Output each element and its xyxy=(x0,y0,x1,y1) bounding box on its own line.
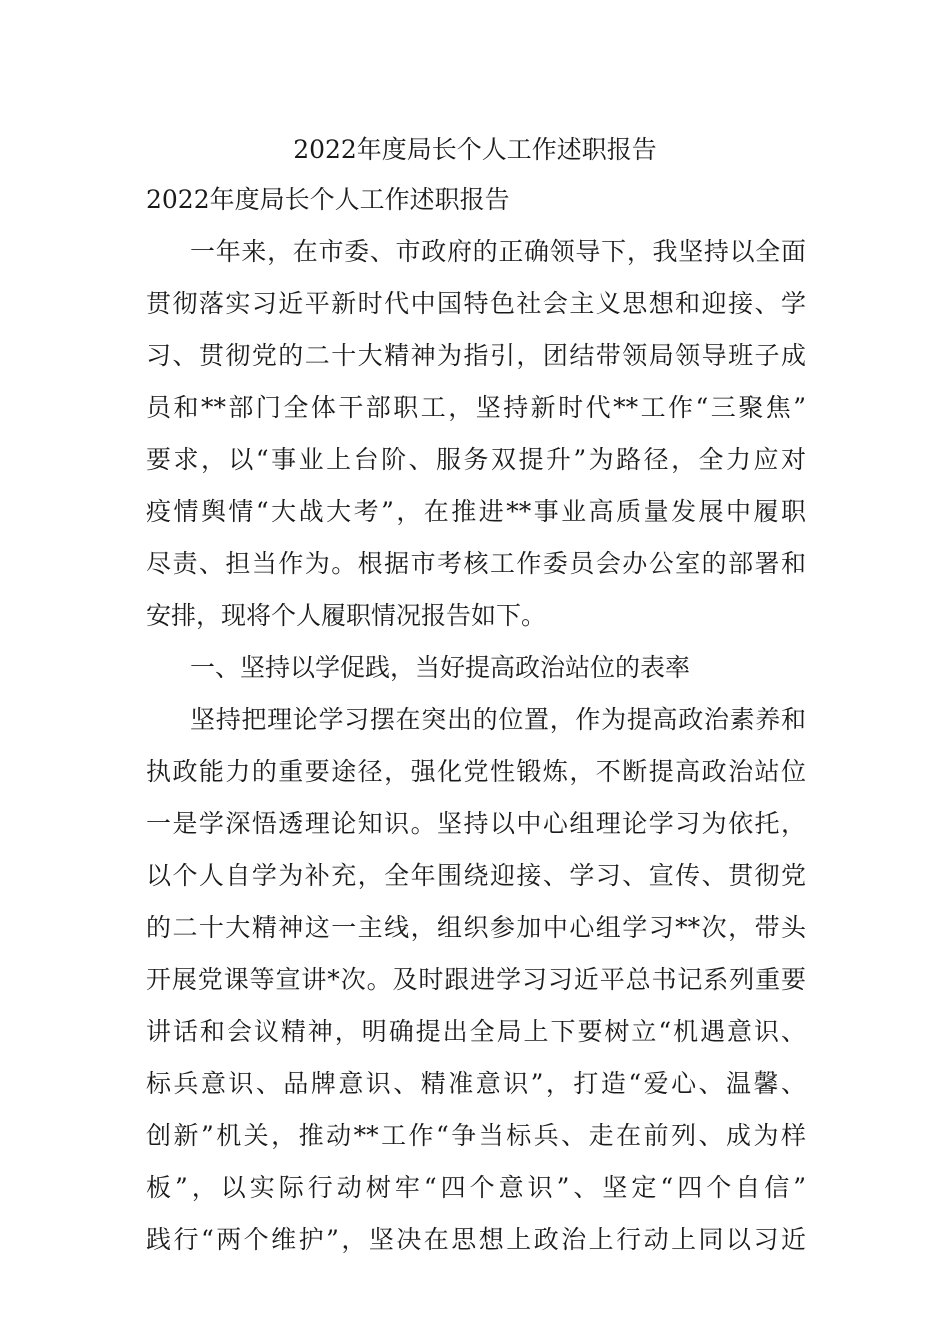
paragraph-line: 坚持把理论学习摆在突出的位置，作为提高政治素养和 xyxy=(190,705,806,734)
paragraph-line: 疫情舆情“大战大考”，在推进**事业高质量发展中履职 xyxy=(146,497,806,526)
paragraph-line: 开展党课等宣讲*次。及时跟进学习习近平总书记系列重要 xyxy=(146,965,806,994)
paragraph-line: 的二十大精神这一主线，组织参加中心组学习**次，带头 xyxy=(146,913,806,942)
paragraph-line: 要求，以“事业上台阶、服务双提升”为路径，全力应对 xyxy=(146,445,806,474)
document-subtitle: 2022年度局长个人工作述职报告 xyxy=(146,185,510,214)
paragraph-line: 安排，现将个人履职情况报告如下。 xyxy=(146,601,547,630)
paragraph-line: 员和**部门全体干部职工，坚持新时代**工作“三聚焦” xyxy=(146,393,806,422)
paragraph-line: 创新”机关，推动**工作“争当标兵、走在前列、成为样 xyxy=(146,1121,806,1150)
paragraph-line: 板”，以实际行动树牢“四个意识”、坚定“四个自信” xyxy=(146,1173,806,1202)
document-body xyxy=(146,178,806,1270)
paragraph-line: 尽责、担当作为。根据市考核工作委员会办公室的部署和 xyxy=(146,549,806,578)
paragraph-line: 讲话和会议精神，明确提出全局上下要树立“机遇意识、 xyxy=(146,1017,806,1046)
paragraph-line: 以个人自学为补充，全年围绕迎接、学习、宣传、贯彻党 xyxy=(146,861,806,890)
paragraph-line: 一、坚持以学促践，当好提高政治站位的表率 xyxy=(190,653,691,682)
paragraph-line: 践行“两个维护”，坚决在思想上政治上行动上同以习近 xyxy=(146,1225,806,1254)
paragraph-line: 一是学深悟透理论知识。坚持以中心组理论学习为依托， xyxy=(146,809,806,838)
paragraph-line: 贯彻落实习近平新时代中国特色社会主义思想和迎接、学 xyxy=(146,289,806,318)
paragraph-line: 习、贯彻党的二十大精神为指引，团结带领局领导班子成 xyxy=(146,341,806,370)
paragraph-line: 执政能力的重要途径，强化党性锻炼，不断提高政治站位 xyxy=(146,757,806,786)
paragraph-line: 标兵意识、品牌意识、精准意识”，打造“爱心、温馨、 xyxy=(146,1069,806,1098)
document-title: 2022年度局长个人工作述职报告 xyxy=(293,135,657,164)
paragraph-line: 一年来，在市委、市政府的正确领导下，我坚持以全面 xyxy=(190,237,806,266)
